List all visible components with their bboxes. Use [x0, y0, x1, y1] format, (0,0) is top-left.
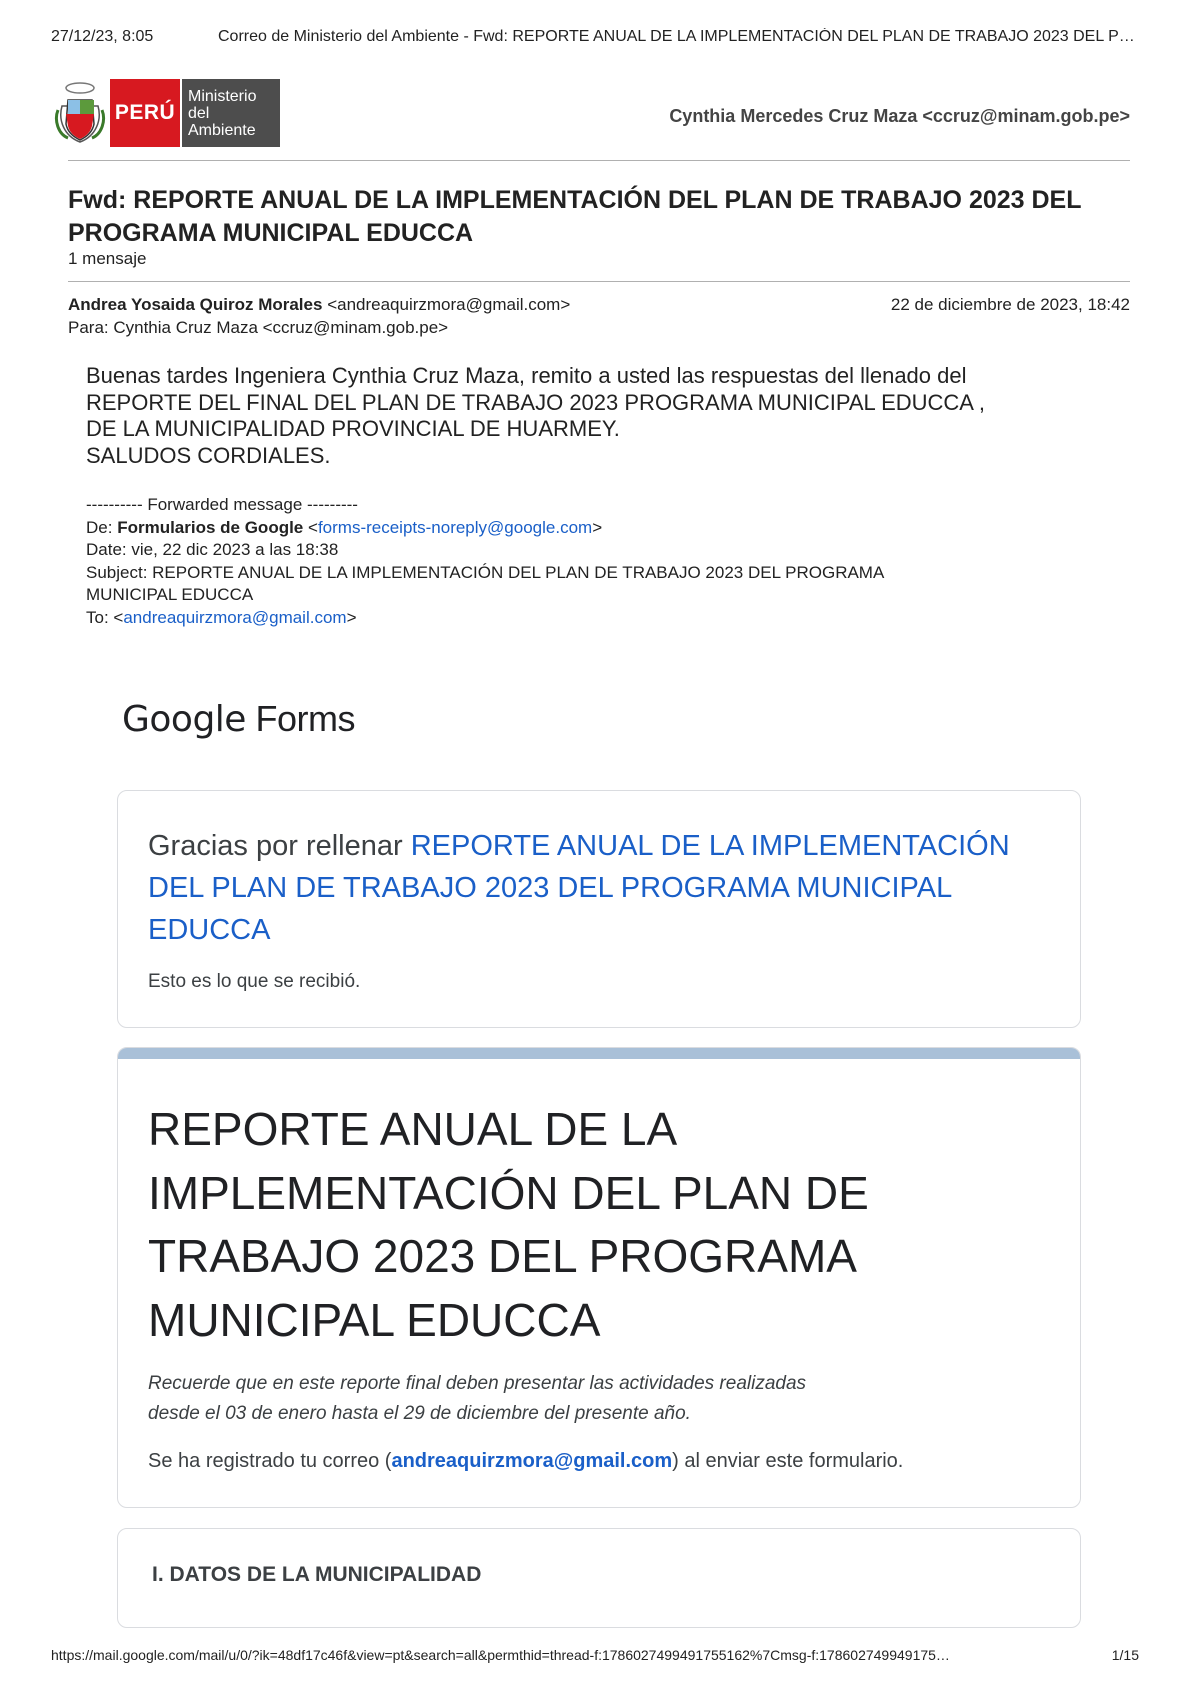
thanks-text: Gracias por rellenar REPORTE ANUAL DE LA IMPLEMENTACIÓN DEL PLAN DE TRABAJO 2023 DEL PROGRAMA MUNICIPAL EDUCCA — [148, 830, 1010, 946]
body-line: Buenas tardes Ingeniera Cynthia Cruz Maza, remito a usted las respuestas del llenado del — [86, 363, 967, 388]
body-line: DE LA MUNICIPALIDAD PROVINCIAL DE HUARMEY. — [86, 416, 620, 441]
logo-ministry-line1: Ministerio — [188, 87, 257, 105]
recipient: Para: Cynthia Cruz Maza <ccruz@minam.gob.pe> — [68, 318, 449, 337]
forward-subject-2: MUNICIPAL EDUCCA — [86, 585, 254, 605]
section-title: I. DATOS DE LA MUNICIPALIDAD — [152, 1563, 482, 1586]
forward-from-name: Formularios de Google — [117, 517, 304, 537]
body-line: SALUDOS CORDIALES. — [86, 442, 331, 468]
google-forms-brand-forms: Forms — [245, 698, 355, 739]
forward-to-email-link[interactable]: andreaquirzmora@gmail.com — [123, 607, 347, 627]
sender — [68, 295, 570, 315]
print-url: https://mail.google.com/mail/u/0/?ik=48df17c46f&view=pt&search=all&permthid=thread-f:1786027499491755162%7Cmsg-f:178602749949175… — [51, 1647, 950, 1663]
forward-date: Date: vie, 22 dic 2023 a las 18:38 — [86, 540, 339, 560]
google-forms-logo — [122, 698, 355, 740]
received-note: Esto es lo que se recibió. — [148, 971, 361, 992]
forward-to: To: <andreaquirzmora@gmail.com> — [86, 607, 357, 627]
thread-subject: Fwd: REPORTE ANUAL DE LA IMPLEMENTACIÓN DEL PLAN DE TRABAJO 2023 DEL PROGRAMA MUNICIPAL EDUCCA — [68, 186, 1082, 247]
form-description: Recuerde que en este reporte final deben presentar las actividades realizadas desde el 03 de enero hasta el 29 de diciembre del presente año. — [148, 1373, 807, 1424]
logo-country: PERÚ — [110, 79, 180, 147]
page-number: 1/15 — [1111, 1647, 1139, 1663]
body-line: REPORTE DEL FINAL DEL PLAN DE TRABAJO 2023 PROGRAMA MUNICIPAL EDUCCA , — [86, 389, 985, 415]
message-count: 1 mensaje — [68, 249, 147, 268]
divider-top — [68, 160, 1130, 161]
minam-logo — [54, 78, 280, 148]
form-header-card — [117, 1047, 1081, 1508]
divider-message — [68, 281, 1130, 282]
registered-email: andreaquirzmora@gmail.com — [391, 1450, 673, 1472]
message-date: 22 de diciembre de 2023, 18:42 — [890, 295, 1130, 314]
sender-email: <andreaquirzmora@gmail.com> — [327, 295, 571, 314]
form-accent-bar — [118, 1048, 1080, 1059]
logo-ministry-line2: del Ambiente — [188, 104, 256, 139]
forward-from: De: Formularios de Google <forms-receipts-noreply@google.com> — [86, 517, 603, 537]
form-registered-email: Se ha registrado tu correo (andreaquirzmora@gmail.com) al enviar este formulario. — [148, 1450, 904, 1472]
account-name: Cynthia Mercedes Cruz Maza <ccruz@minam.gob.pe> — [669, 106, 1130, 126]
message-body — [86, 363, 1086, 469]
section-card — [117, 1528, 1081, 1628]
sender-name: Andrea Yosaida Quiroz Morales — [68, 295, 323, 314]
forward-separator: ---------- Forwarded message --------- — [86, 495, 358, 514]
thanks-card — [117, 790, 1081, 1028]
logo-ministry — [180, 79, 280, 147]
forward-from-email-link[interactable]: forms-receipts-noreply@google.com — [317, 517, 593, 537]
form-title: REPORTE ANUAL DE LA IMPLEMENTACIÓN DEL PLAN DE TRABAJO 2023 DEL PROGRAMA MUNICIPAL EDUCCA — [148, 1103, 869, 1346]
form-link[interactable]: REPORTE ANUAL DE LA IMPLEMENTACIÓN DEL PLAN DE TRABAJO 2023 DEL PROGRAMA MUNICIPAL EDUCCA — [148, 830, 1010, 946]
print-date: 27/12/23, 8:05 — [51, 28, 154, 45]
forward-subject-1: Subject: REPORTE ANUAL DE LA IMPLEMENTACIÓN DEL PLAN DE TRABAJO 2023 DEL PROGRAMA — [86, 562, 885, 582]
print-title: Correo de Ministerio del Ambiente - Fwd: REPORTE ANUAL DE LA IMPLEMENTACIÓN DEL PLAN DE TRABAJO 2023 DEL P… — [218, 28, 1135, 45]
google-forms-brand-google: Google — [122, 699, 246, 740]
forwarded-header — [86, 494, 1086, 630]
coat-of-arms-icon — [54, 80, 106, 146]
